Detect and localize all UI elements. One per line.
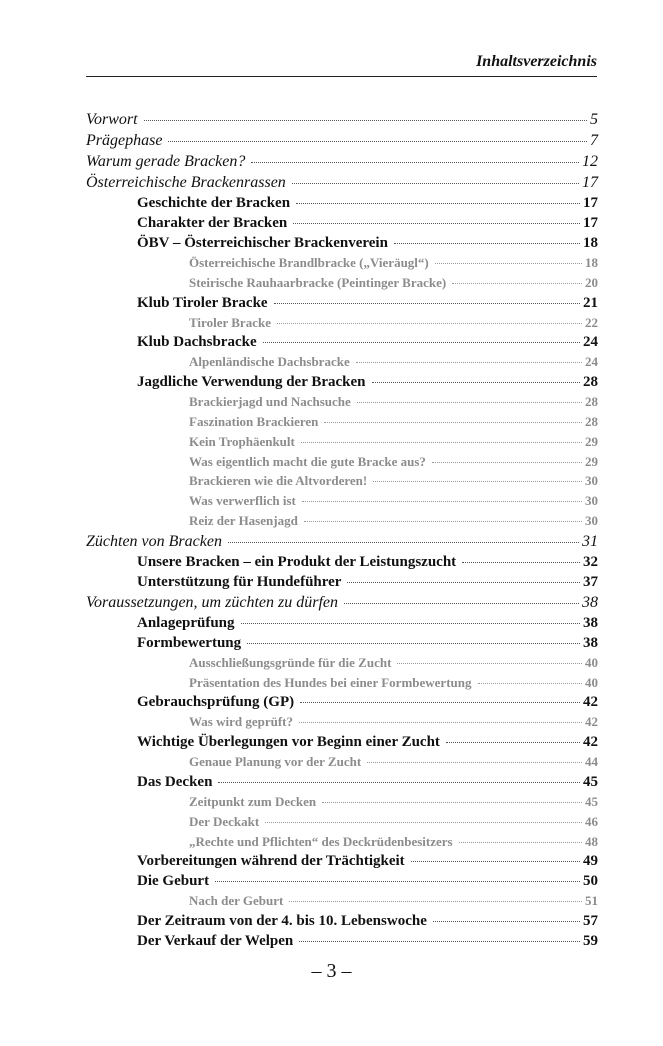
- toc-entry: [86, 853, 598, 873]
- toc-entry-title: Voraussetzungen, um züchten zu dürfen: [86, 593, 338, 611]
- toc-entry: [86, 754, 598, 774]
- toc-entry-title: Alpenländische Dachsbracke: [189, 354, 350, 370]
- toc-entry-page: 18: [585, 255, 598, 270]
- dot-leader: [144, 120, 587, 121]
- toc-entry-title: Gebrauchsprüfung (GP): [137, 694, 295, 711]
- toc-entry-page: 42: [583, 694, 598, 711]
- toc-entry: [86, 354, 598, 374]
- toc-entry-page: 29: [585, 433, 598, 449]
- toc-entry-title: Was wird geprüft?: [189, 714, 293, 730]
- toc-entry: [86, 235, 598, 255]
- toc-entry: [86, 513, 598, 533]
- toc-entry-page: 40: [585, 674, 598, 690]
- toc-entry-page: 28: [583, 374, 598, 391]
- toc-entry: [86, 615, 598, 635]
- header-title: Inhaltsverzeichnis: [476, 53, 597, 70]
- dot-leader: [302, 501, 582, 502]
- toc-entry: [86, 174, 598, 195]
- dot-leader: [435, 263, 582, 264]
- toc-entry-page: 17: [582, 174, 598, 191]
- dot-leader: [344, 603, 579, 604]
- dot-leader: [452, 283, 582, 284]
- dot-leader: [300, 702, 580, 703]
- dot-leader: [247, 643, 580, 644]
- dot-leader: [356, 362, 582, 363]
- toc-entry-page: 24: [585, 354, 598, 370]
- toc-entry-title: Wichtige Überlegungen vor Beginn einer Zucht: [137, 734, 440, 751]
- toc-entry-title: Österreichische Brandlbracke („Vieräugl“): [189, 255, 429, 270]
- toc-entry-title: Ausschließungsgründe für die Zucht: [189, 654, 392, 670]
- toc-entry: [86, 873, 598, 893]
- toc-entry: [86, 734, 598, 754]
- toc-entry-title: Jagdliche Verwendung der Bracken: [137, 374, 366, 391]
- toc-entry-page: 38: [583, 614, 598, 631]
- toc-entry: [86, 454, 598, 474]
- toc-entry-title: Züchten von Bracken: [86, 532, 222, 550]
- dot-leader: [251, 162, 579, 163]
- toc-entry-title: Unsere Bracken – ein Produkt der Leistungszucht: [137, 553, 457, 570]
- toc-entry-title: Formbewertung: [137, 634, 242, 651]
- toc-entry-page: 42: [583, 734, 598, 751]
- toc-entry-title: „Rechte und Pflichten“ des Deckrüdenbesitzers: [189, 833, 453, 849]
- dot-leader: [299, 941, 580, 942]
- dot-leader: [459, 842, 582, 843]
- dot-leader: [367, 762, 582, 763]
- toc-entry-page: 30: [585, 473, 598, 489]
- toc-entry-page: 31: [582, 532, 598, 550]
- dot-leader: [324, 422, 582, 423]
- toc-entry-title: Zeitpunkt zum Decken: [189, 793, 317, 809]
- dot-leader: [292, 183, 579, 184]
- dot-leader: [304, 521, 582, 522]
- toc-entry-page: 59: [583, 933, 598, 950]
- toc-entry-page: 5: [590, 111, 598, 128]
- toc-entry-page: 51: [585, 893, 598, 909]
- dot-leader: [433, 921, 580, 922]
- dot-leader: [462, 562, 580, 563]
- toc-entry-page: 29: [585, 453, 598, 469]
- page-number: – 3 –: [311, 960, 352, 982]
- toc-entry-page: 7: [590, 132, 598, 149]
- toc-entry: [86, 195, 598, 215]
- toc-entry-title: Kein Trophäenkult: [189, 433, 295, 449]
- toc-entry: [86, 913, 598, 933]
- toc-entry-title: Prägephase: [86, 132, 163, 149]
- toc-entry-page: 50: [583, 873, 598, 890]
- running-header: [86, 50, 597, 77]
- toc-entry: [86, 714, 598, 734]
- toc-entry-page: 20: [585, 274, 598, 290]
- toc-entry-title: Steirische Rauhaarbracke (Peintinger Bracke): [189, 274, 447, 290]
- toc-entry-page: 44: [585, 754, 598, 770]
- toc-entry: [86, 554, 598, 574]
- toc-entry: [86, 694, 598, 714]
- toc-entry-title: Klub Tiroler Bracke: [137, 294, 268, 311]
- toc-entry-title: Die Geburt: [137, 873, 210, 890]
- toc-entry-title: Das Decken: [137, 773, 213, 790]
- toc-entry-page: 17: [583, 195, 598, 211]
- dot-leader: [397, 663, 582, 664]
- dot-leader: [411, 861, 580, 862]
- dot-leader: [241, 623, 580, 624]
- toc-entry: [86, 834, 598, 854]
- toc-entry-page: 45: [583, 773, 598, 790]
- dot-leader: [263, 342, 580, 343]
- toc-entry-title: Österreichische Brackenrassen: [86, 174, 286, 191]
- toc-entry-title: Brackierjagd und Nachsuche: [189, 394, 351, 410]
- toc-entry: [86, 111, 598, 132]
- toc-entry: [86, 153, 598, 174]
- toc-entry-title: Klub Dachsbracke: [137, 334, 257, 351]
- toc-entry-title: Was eigentlich macht die gute Bracke aus?: [189, 453, 426, 469]
- toc-entry-title: Charakter der Bracken: [137, 215, 288, 231]
- toc-entry-title: Brackieren wie die Altvorderen!: [189, 473, 368, 489]
- table-of-contents: [86, 111, 598, 953]
- toc-entry-page: 12: [582, 153, 598, 170]
- toc-entry: [86, 295, 598, 315]
- toc-entry-page: 38: [583, 634, 598, 651]
- toc-entry: [86, 434, 598, 454]
- dot-leader: [322, 802, 582, 803]
- toc-entry: [86, 394, 598, 414]
- toc-entry-title: Tiroler Bracke: [189, 314, 271, 330]
- toc-entry: [86, 315, 598, 335]
- toc-entry: [86, 655, 598, 675]
- toc-entry: [86, 794, 598, 814]
- toc-entry: [86, 574, 598, 594]
- toc-entry-page: 37: [583, 573, 598, 590]
- toc-entry-page: 17: [583, 215, 598, 231]
- toc-entry-page: 45: [585, 793, 598, 809]
- toc-entry-title: Der Verkauf der Welpen: [137, 933, 294, 950]
- toc-entry-title: Präsentation des Hundes bei einer Formbewertung: [189, 674, 472, 690]
- toc-entry: [86, 473, 598, 493]
- toc-entry: [86, 893, 598, 913]
- toc-entry-title: Anlageprüfung: [137, 614, 235, 631]
- toc-entry-title: Vorwort: [86, 111, 138, 128]
- toc-entry: [86, 132, 598, 153]
- toc-entry-title: Genaue Planung vor der Zucht: [189, 754, 362, 770]
- dot-leader: [446, 742, 580, 743]
- toc-entry-title: Der Deckakt: [189, 813, 260, 829]
- dot-leader: [277, 323, 582, 324]
- dot-leader: [168, 141, 587, 142]
- toc-entry-page: 46: [585, 813, 598, 829]
- toc-entry: [86, 414, 598, 434]
- toc-entry-title: Warum gerade Bracken?: [86, 153, 246, 170]
- toc-entry-page: 48: [585, 833, 598, 849]
- toc-entry: [86, 215, 598, 235]
- dot-leader: [228, 542, 579, 543]
- toc-entry-page: 18: [583, 235, 598, 251]
- toc-entry: [86, 933, 598, 953]
- toc-entry-page: 57: [583, 913, 598, 930]
- toc-entry-title: Reiz der Hasenjagd: [189, 512, 298, 528]
- dot-leader: [215, 881, 580, 882]
- toc-entry: [86, 374, 598, 394]
- toc-entry: [86, 334, 598, 354]
- toc-entry: [86, 533, 598, 554]
- toc-entry-page: 32: [583, 553, 598, 570]
- toc-entry-page: 40: [585, 654, 598, 670]
- dot-leader: [274, 303, 580, 304]
- toc-entry: [86, 774, 598, 794]
- dot-leader: [394, 243, 580, 244]
- toc-entry-title: Nach der Geburt: [189, 893, 284, 909]
- dot-leader: [432, 462, 582, 463]
- toc-entry: [86, 635, 598, 655]
- toc-entry: [86, 275, 598, 295]
- toc-entry-title: Unterstützung für Hundeführer: [137, 573, 342, 590]
- dot-leader: [265, 822, 582, 823]
- toc-entry-page: 30: [585, 512, 598, 528]
- dot-leader: [218, 782, 580, 783]
- toc-entry-title: Der Zeitraum von der 4. bis 10. Lebenswoche: [137, 913, 427, 930]
- dot-leader: [293, 223, 580, 224]
- toc-entry: [86, 675, 598, 695]
- toc-entry-page: 49: [583, 853, 598, 870]
- toc-entry-page: 24: [583, 334, 598, 351]
- toc-entry-page: 38: [582, 593, 598, 611]
- toc-entry-page: 28: [585, 394, 598, 410]
- toc-entry-page: 22: [585, 314, 598, 330]
- toc-entry-title: Vorbereitungen während der Trächtigkeit: [137, 853, 405, 870]
- dot-leader: [296, 203, 580, 204]
- toc-entry-title: Geschichte der Bracken: [137, 195, 291, 211]
- dot-leader: [299, 722, 582, 723]
- toc-entry: [86, 594, 598, 615]
- toc-entry-title: Was verwerflich ist: [189, 493, 296, 509]
- toc-entry-page: 21: [583, 294, 598, 311]
- toc-entry-page: 42: [585, 714, 598, 730]
- toc-entry-page: 30: [585, 493, 598, 509]
- toc-entry: [86, 493, 598, 513]
- toc-entry-title: ÖBV – Österreichischer Brackenverein: [137, 235, 388, 251]
- toc-entry: [86, 255, 598, 275]
- toc-entry-title: Faszination Brackieren: [189, 413, 319, 429]
- dot-leader: [357, 402, 582, 403]
- dot-leader: [301, 442, 582, 443]
- dot-leader: [478, 683, 583, 684]
- toc-entry: [86, 814, 598, 834]
- dot-leader: [372, 382, 581, 383]
- dot-leader: [373, 481, 582, 482]
- dot-leader: [289, 901, 582, 902]
- toc-entry-page: 28: [585, 413, 598, 429]
- dot-leader: [347, 582, 580, 583]
